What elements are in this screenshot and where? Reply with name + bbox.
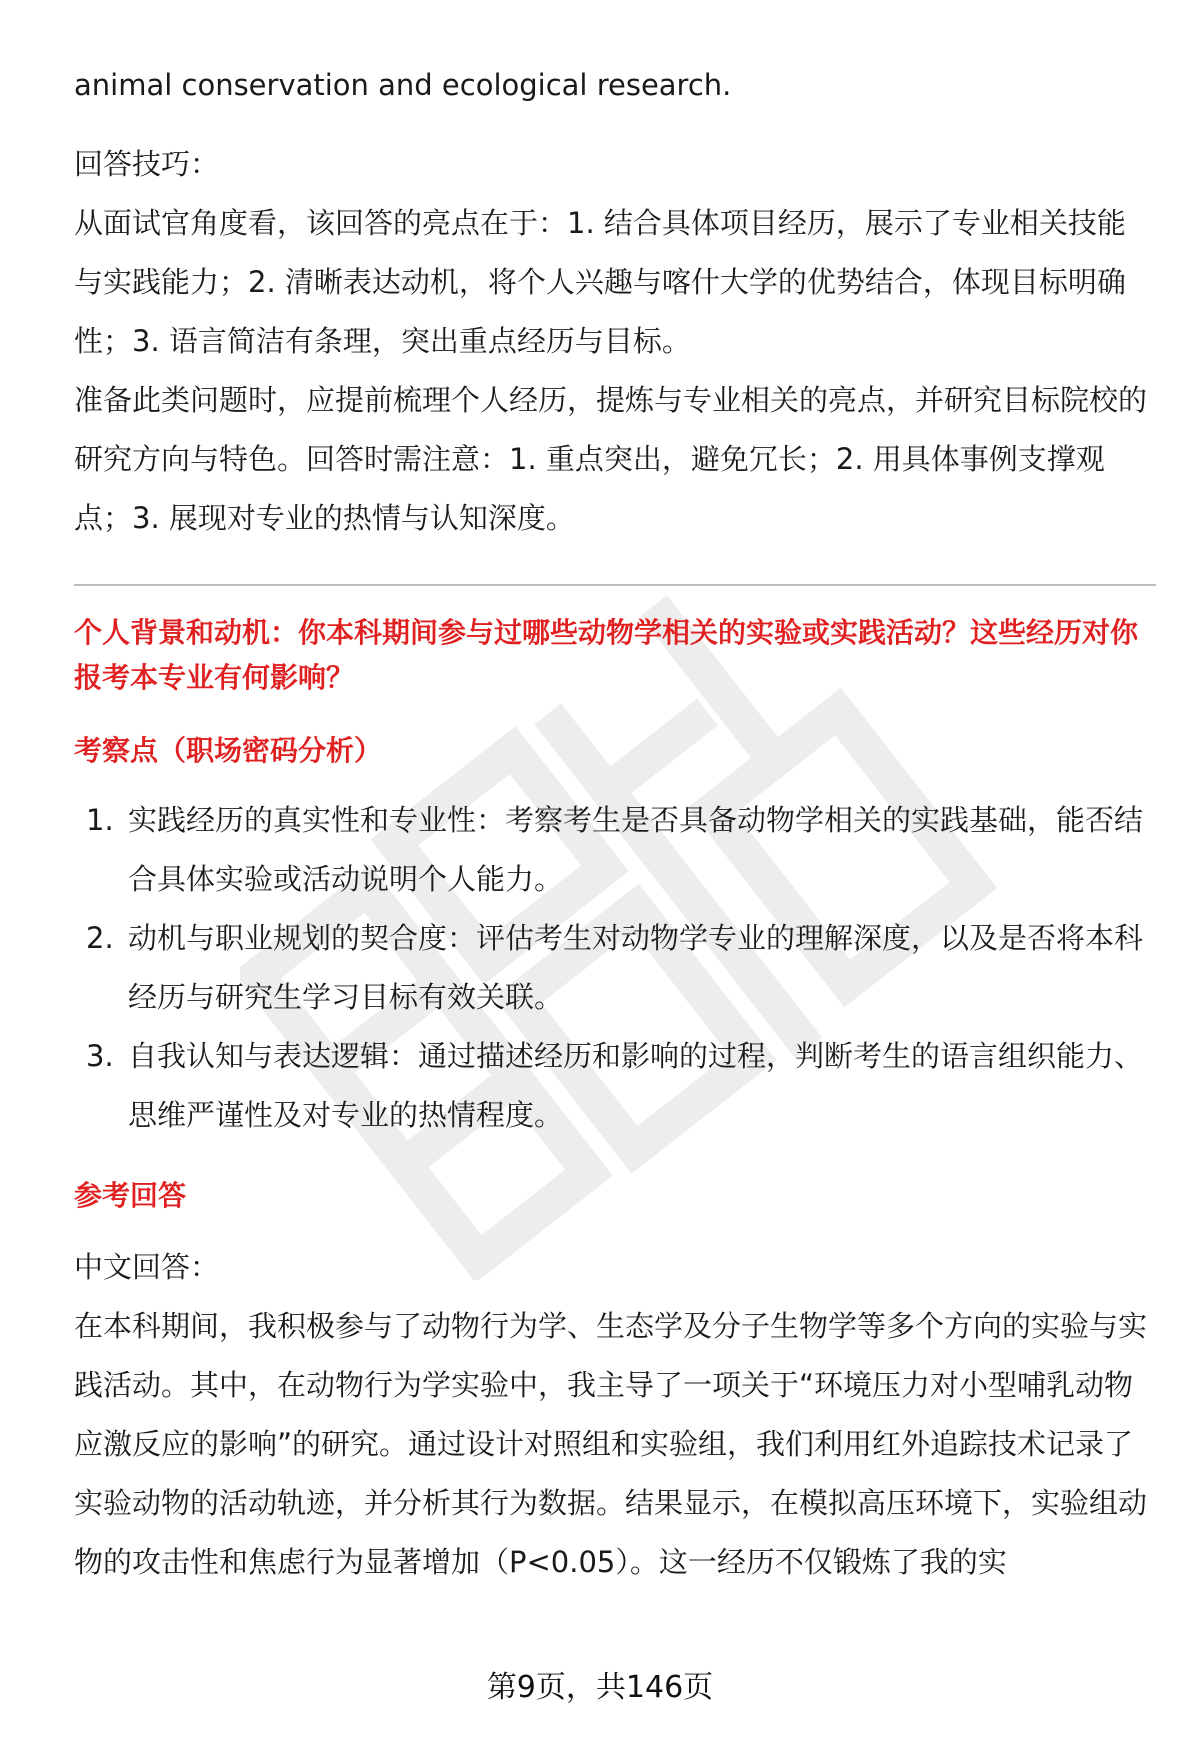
list-item-text: 实践经历的真实性和专业性：考察考生是否具备动物学相关的实践基础，能否结合具体实验或活动说明个人能力。 <box>128 803 1144 896</box>
tips-paragraph-2: 准备此类问题时，应提前梳理个人经历，提炼与专业相关的亮点，并研究目标院校的研究方向与特色。回答时需注意：1. 重点突出，避免冗长；2. 用具体事例支撑观点；3. 展现对专业的热情与认知深度。 <box>74 383 1148 535</box>
question-title: 个人背景和动机：你本科期间参与过哪些动物学相关的实验或实践活动？这些经历对你报考本专业有何影响？ <box>74 616 1139 694</box>
list-number: 2. <box>86 921 114 955</box>
page-number-footer: 第9页，共146页 <box>486 1670 714 1705</box>
chinese-answer-heading: 中文回答： <box>74 1250 220 1284</box>
chinese-answer-text: 在本科期间，我积极参与了动物行为学、生态学及分子生物学等多个方向的实验与实践活动。其中，在动物行为学实验中，我主导了一项关于“环境压力对小型哺乳动物应激反应的影响”的研究。通过设计对照组和实验组，我们利用红外追踪技术记录了实验动物的活动轨迹，并分析其行为数据。结果显示，在模拟高压环境下，实验组动物的攻击性和焦虑行为显著增加（P<0.05）。这一经历不仅锻炼了我的实 <box>74 1309 1148 1579</box>
list-item <box>74 909 1154 1027</box>
focus-points-list <box>74 791 1154 1145</box>
page-content <box>74 56 1154 1592</box>
tips-paragraph-1: 从面试官角度看，该回答的亮点在于：1. 结合具体项目经历，展示了专业相关技能与实践能力；2. 清晰表达动机，将个人兴趣与喀什大学的优势结合，体现目标明确性；3. 语言简洁有条理，突出重点经历与目标。 <box>74 206 1126 358</box>
section-divider <box>74 584 1156 586</box>
list-item-text: 动机与职业规划的契合度：评估考生对动物学专业的理解深度，以及是否将本科经历与研究生学习目标有效关联。 <box>128 921 1144 1014</box>
tips-heading: 回答技巧： <box>74 147 220 181</box>
intro-tail-text: animal conservation and ecological research. <box>74 68 732 102</box>
focus-heading: 考察点（职场密码分析） <box>74 734 383 767</box>
reference-answer-heading: 参考回答 <box>74 1179 187 1212</box>
list-number: 1. <box>86 803 114 837</box>
list-item <box>74 791 1154 909</box>
list-item-text: 自我认知与表达逻辑：通过描述经历和影响的过程，判断考生的语言组织能力、思维严谨性及对专业的热情程度。 <box>128 1039 1144 1132</box>
list-item <box>74 1027 1154 1145</box>
list-number: 3. <box>86 1039 114 1073</box>
